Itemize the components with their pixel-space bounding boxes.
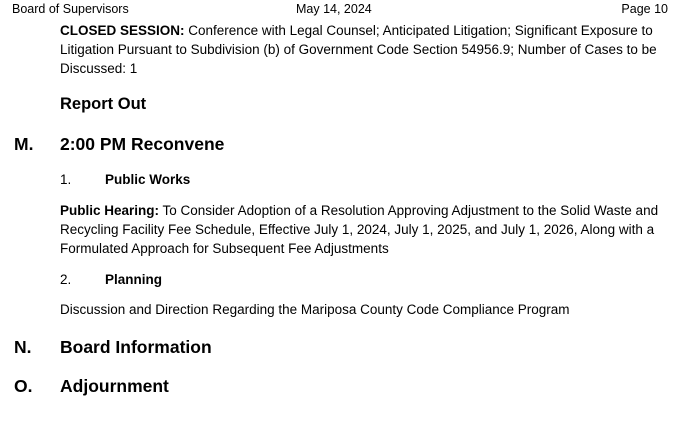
closed-session-label: CLOSED SESSION: <box>60 23 185 38</box>
report-out-heading: Report Out <box>60 95 147 113</box>
section-n-letter: N. <box>14 337 32 357</box>
closed-session-paragraph <box>60 21 672 78</box>
section-o-letter: O. <box>14 376 33 396</box>
item-1-text: To Consider Adoption of a Resolution Approving Adjustment to the Solid Waste and Recycling Facility Fee Schedule, Effective July 1, 2024, July 1, 2025, and July 1, 2026, Along with a Formulated Approach for Subsequent Fee Adjustments <box>60 203 659 256</box>
closed-session-text: Conference with Legal Counsel; Anticipated Litigation; Significant Exposure to Litigation Pursuant to Subdivision (b) of Government Code Section 54956.9; Number of Cases to be Discussed: 1 <box>60 23 657 76</box>
header-page-number: Page 10 <box>621 2 668 16</box>
section-m-letter: M. <box>14 134 34 154</box>
item-2-number: 2. <box>60 272 72 287</box>
header-date: May 14, 2024 <box>296 2 372 16</box>
section-m-title: 2:00 PM Reconvene <box>60 134 225 154</box>
public-hearing-label: Public Hearing: <box>60 203 160 218</box>
item-2-title: Planning <box>105 272 162 287</box>
item-1-number: 1. <box>60 172 72 187</box>
item-1-paragraph <box>60 201 672 258</box>
section-o-title: Adjournment <box>60 376 169 396</box>
section-n-title: Board Information <box>60 337 212 357</box>
header-board-name: Board of Supervisors <box>12 2 129 16</box>
item-1-title: Public Works <box>105 172 191 187</box>
item-2-text: Discussion and Direction Regarding the Mariposa County Code Compliance Program <box>60 302 570 317</box>
